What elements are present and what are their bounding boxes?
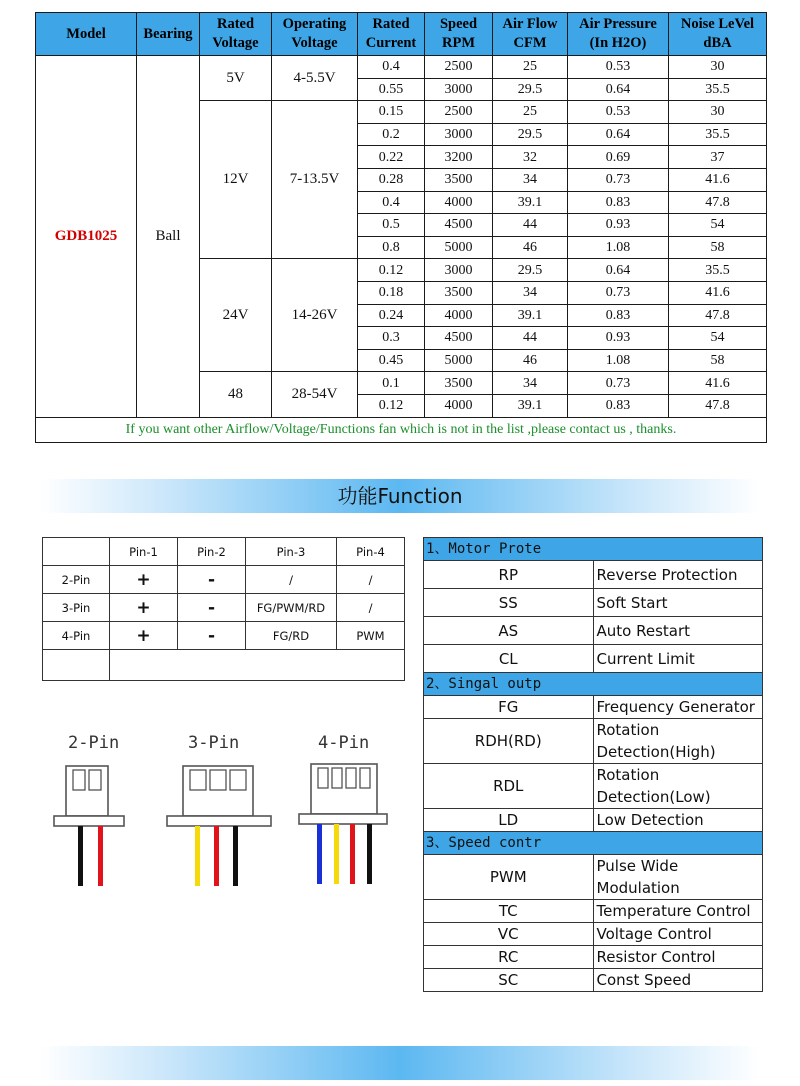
function-description: Voltage Control xyxy=(593,923,763,946)
pin-row xyxy=(43,650,405,681)
rated-current-cell: 0.5 xyxy=(358,214,425,237)
function-code: FG xyxy=(424,696,594,719)
airflow-cell: 44 xyxy=(493,214,568,237)
connector-wire xyxy=(233,826,238,886)
spec-note: If you want other Airflow/Voltage/Functions fan which is not in the list ,please contact us , thanks. xyxy=(36,417,767,442)
spec-note-row xyxy=(36,417,767,442)
connector-wire xyxy=(214,826,219,886)
speed-cell: 4000 xyxy=(425,394,493,417)
spec-header-text: Operating xyxy=(282,16,347,32)
connector-label-2pin: 2-Pin xyxy=(68,733,120,753)
rated-current-cell: 0.28 xyxy=(358,168,425,191)
speed-cell: 3000 xyxy=(425,123,493,146)
connector-housing xyxy=(66,766,108,816)
connector-wire xyxy=(334,824,339,884)
speed-cell: 4000 xyxy=(425,304,493,327)
function-section-row xyxy=(424,538,763,561)
connector-slot xyxy=(89,770,101,790)
pin-cell: - xyxy=(178,594,246,622)
rated-current-cell: 0.22 xyxy=(358,146,425,169)
air-pressure-cell: 0.64 xyxy=(568,123,669,146)
air-pressure-cell: 0.73 xyxy=(568,168,669,191)
pin-cell: PWM xyxy=(337,622,405,650)
noise-cell: 54 xyxy=(669,214,767,237)
air-pressure-cell: 0.93 xyxy=(568,327,669,350)
spec-header-cell xyxy=(272,13,358,56)
spec-header-cell xyxy=(200,13,272,56)
airflow-cell: 32 xyxy=(493,146,568,169)
spec-header-text: (In H2O) xyxy=(589,35,647,51)
pin-row xyxy=(43,622,405,650)
spec-header-text: Bearing xyxy=(143,25,193,42)
function-description: Low Detection xyxy=(593,809,763,832)
pin-cell xyxy=(110,650,405,681)
connector-slot xyxy=(230,770,246,790)
function-code: PWM xyxy=(424,855,594,900)
pin-header-cell: Pin-4 xyxy=(337,538,405,566)
spec-header-text: Rated xyxy=(216,16,255,32)
pin-cell: / xyxy=(337,594,405,622)
speed-cell: 2500 xyxy=(425,56,493,79)
spec-header-cell xyxy=(137,13,200,56)
rated-current-cell: 0.8 xyxy=(358,236,425,259)
rated-voltage-cell: 48 xyxy=(200,372,272,417)
function-banner-title: 功能Function xyxy=(337,484,463,508)
airflow-cell: 29.5 xyxy=(493,259,568,282)
function-row xyxy=(424,645,763,673)
function-row xyxy=(424,809,763,832)
function-description: Rotation Detection(High) xyxy=(593,719,763,764)
noise-cell: 35.5 xyxy=(669,259,767,282)
airflow-cell: 39.1 xyxy=(493,304,568,327)
fan-spec-table xyxy=(35,12,767,443)
function-banner xyxy=(40,479,760,513)
noise-cell: 47.8 xyxy=(669,394,767,417)
connector-wire xyxy=(317,824,322,884)
air-pressure-cell: 1.08 xyxy=(568,349,669,372)
speed-cell: 5000 xyxy=(425,349,493,372)
pin-cell: 3-Pin xyxy=(43,594,110,622)
pin-cell: + xyxy=(110,594,178,622)
function-table xyxy=(423,537,763,992)
airflow-cell: 25 xyxy=(493,101,568,124)
spec-header-text: Noise LeVel xyxy=(680,16,755,32)
function-code: AS xyxy=(424,617,594,645)
pin-cell: 4-Pin xyxy=(43,622,110,650)
airflow-cell: 34 xyxy=(493,281,568,304)
air-pressure-cell: 0.64 xyxy=(568,259,669,282)
connector-plate xyxy=(299,814,387,824)
airflow-cell: 39.1 xyxy=(493,394,568,417)
function-row xyxy=(424,719,763,764)
spec-header-text: Air Pressure xyxy=(579,16,657,32)
function-code: RDH(RD) xyxy=(424,719,594,764)
noise-cell: 35.5 xyxy=(669,123,767,146)
model-cell: GDB1025 xyxy=(36,56,137,418)
function-code: VC xyxy=(424,923,594,946)
spec-header-text: Speed xyxy=(439,16,478,32)
pin-header-cell: Pin-2 xyxy=(178,538,246,566)
rated-current-cell: 0.24 xyxy=(358,304,425,327)
airflow-cell: 39.1 xyxy=(493,191,568,214)
pin-cell: 2-Pin xyxy=(43,566,110,594)
pin-cell: FG/RD xyxy=(246,622,337,650)
rated-current-cell: 0.18 xyxy=(358,281,425,304)
rated-current-cell: 0.55 xyxy=(358,78,425,101)
rated-current-cell: 0.1 xyxy=(358,372,425,395)
spec-header-text: Current xyxy=(365,35,417,51)
spec-header-cell xyxy=(425,13,493,56)
spec-header-row xyxy=(36,13,767,56)
connector-plate xyxy=(167,816,271,826)
air-pressure-cell: 0.69 xyxy=(568,146,669,169)
connector-wire xyxy=(195,826,200,886)
pin-row xyxy=(43,566,405,594)
spec-header-cell xyxy=(493,13,568,56)
rated-voltage-cell: 24V xyxy=(200,259,272,372)
function-description: Resistor Control xyxy=(593,946,763,969)
connector-slot xyxy=(332,768,342,788)
function-code: TC xyxy=(424,900,594,923)
speed-cell: 5000 xyxy=(425,236,493,259)
bearing-cell: Ball xyxy=(137,56,200,418)
rated-current-cell: 0.12 xyxy=(358,259,425,282)
connector-slot xyxy=(73,770,85,790)
rated-current-cell: 0.2 xyxy=(358,123,425,146)
speed-cell: 3500 xyxy=(425,168,493,191)
spec-header-cell xyxy=(36,13,137,56)
pin-row xyxy=(43,594,405,622)
function-row xyxy=(424,617,763,645)
airflow-cell: 44 xyxy=(493,327,568,350)
pin-table xyxy=(42,537,405,681)
operating-voltage-cell: 7-13.5V xyxy=(272,101,358,259)
air-pressure-cell: 0.93 xyxy=(568,214,669,237)
rated-current-cell: 0.12 xyxy=(358,394,425,417)
connector-wire xyxy=(367,824,372,884)
function-description: Frequency Generator xyxy=(593,696,763,719)
speed-cell: 3500 xyxy=(425,281,493,304)
function-row xyxy=(424,696,763,719)
speed-cell: 3500 xyxy=(425,372,493,395)
air-pressure-cell: 0.64 xyxy=(568,78,669,101)
spec-header-cell xyxy=(568,13,669,56)
pin-header-cell: Pin-1 xyxy=(110,538,178,566)
function-description: Const Speed xyxy=(593,969,763,992)
airflow-cell: 29.5 xyxy=(493,123,568,146)
pin-header-row xyxy=(43,538,405,566)
air-pressure-cell: 1.08 xyxy=(568,236,669,259)
noise-cell: 47.8 xyxy=(669,191,767,214)
pin-cell: / xyxy=(246,566,337,594)
function-description: Rotation Detection(Low) xyxy=(593,764,763,809)
function-code: LD xyxy=(424,809,594,832)
rated-voltage-cell: 12V xyxy=(200,101,272,259)
rated-current-cell: 0.3 xyxy=(358,327,425,350)
speed-cell: 4500 xyxy=(425,214,493,237)
function-row xyxy=(424,589,763,617)
operating-voltage-cell: 28-54V xyxy=(272,372,358,417)
pin-cell: - xyxy=(178,622,246,650)
connector-wire xyxy=(98,826,103,886)
pin-cell: / xyxy=(337,566,405,594)
rated-voltage-cell: 5V xyxy=(200,56,272,101)
function-row xyxy=(424,923,763,946)
operating-voltage-cell: 4-5.5V xyxy=(272,56,358,101)
noise-cell: 35.5 xyxy=(669,78,767,101)
noise-cell: 47.8 xyxy=(669,304,767,327)
airflow-cell: 46 xyxy=(493,349,568,372)
function-row xyxy=(424,855,763,900)
function-code: CL xyxy=(424,645,594,673)
function-description: Auto Restart xyxy=(593,617,763,645)
pin-cell xyxy=(43,650,110,681)
rated-current-cell: 0.4 xyxy=(358,56,425,79)
speed-cell: 3000 xyxy=(425,259,493,282)
function-row xyxy=(424,969,763,992)
rated-current-cell: 0.15 xyxy=(358,101,425,124)
connector-slot xyxy=(346,768,356,788)
function-code: RDL xyxy=(424,764,594,809)
function-code: SS xyxy=(424,589,594,617)
spec-header-text: dBA xyxy=(703,35,732,51)
function-description: Current Limit xyxy=(593,645,763,673)
connector-slot xyxy=(190,770,206,790)
speed-cell: 4000 xyxy=(425,191,493,214)
rated-current-cell: 0.4 xyxy=(358,191,425,214)
airflow-cell: 29.5 xyxy=(493,78,568,101)
rated-current-cell: 0.45 xyxy=(358,349,425,372)
pin-cell: + xyxy=(110,566,178,594)
spec-header-text: Voltage xyxy=(212,35,259,51)
connector-wire xyxy=(78,826,83,886)
pin-cell: - xyxy=(178,566,246,594)
spec-header-cell xyxy=(669,13,767,56)
function-row xyxy=(424,900,763,923)
spec-header-text: Voltage xyxy=(291,35,338,51)
connector-slot xyxy=(210,770,226,790)
speed-cell: 2500 xyxy=(425,101,493,124)
spec-body xyxy=(36,56,767,443)
function-section-row xyxy=(424,673,763,696)
function-section-title: 3、Speed contr xyxy=(424,832,763,855)
airflow-cell: 34 xyxy=(493,168,568,191)
bottom-banner xyxy=(40,1046,760,1080)
function-code: RC xyxy=(424,946,594,969)
air-pressure-cell: 0.73 xyxy=(568,281,669,304)
connector-slot xyxy=(360,768,370,788)
noise-cell: 30 xyxy=(669,101,767,124)
noise-cell: 30 xyxy=(669,56,767,79)
noise-cell: 41.6 xyxy=(669,168,767,191)
function-row xyxy=(424,764,763,809)
function-description: Temperature Control xyxy=(593,900,763,923)
air-pressure-cell: 0.53 xyxy=(568,101,669,124)
pin-header-cell xyxy=(43,538,110,566)
spec-header-text: CFM xyxy=(513,35,547,51)
noise-cell: 54 xyxy=(669,327,767,350)
operating-voltage-cell: 14-26V xyxy=(272,259,358,372)
airflow-cell: 46 xyxy=(493,236,568,259)
pin-cell: FG/PWM/RD xyxy=(246,594,337,622)
function-section-title: 2、Singal outp xyxy=(424,673,763,696)
connector-label-3pin: 3-Pin xyxy=(188,733,240,753)
function-description: Pulse Wide Modulation xyxy=(593,855,763,900)
connector-slot xyxy=(318,768,328,788)
connector-plate xyxy=(54,816,124,826)
connector-wire xyxy=(350,824,355,884)
air-pressure-cell: 0.83 xyxy=(568,394,669,417)
connector-label-4pin: 4-Pin xyxy=(318,733,370,753)
airflow-cell: 25 xyxy=(493,56,568,79)
pin-header-cell: Pin-3 xyxy=(246,538,337,566)
function-row xyxy=(424,946,763,969)
speed-cell: 3000 xyxy=(425,78,493,101)
air-pressure-cell: 0.73 xyxy=(568,372,669,395)
spec-header-text: Model xyxy=(66,25,106,42)
function-code: RP xyxy=(424,561,594,589)
noise-cell: 41.6 xyxy=(669,281,767,304)
connector-2pin-diagram xyxy=(52,760,132,890)
function-section-title: 1、Motor Prote xyxy=(424,538,763,561)
pin-cell: + xyxy=(110,622,178,650)
spec-row xyxy=(36,56,767,79)
function-description: Reverse Protection xyxy=(593,561,763,589)
spec-header-text: Rated xyxy=(372,16,410,32)
function-description: Soft Start xyxy=(593,589,763,617)
connector-3pin-diagram xyxy=(165,760,275,890)
air-pressure-cell: 0.83 xyxy=(568,191,669,214)
spec-header-text: Air Flow xyxy=(502,16,558,32)
spec-header-cell xyxy=(358,13,425,56)
function-row xyxy=(424,561,763,589)
connector-4pin-diagram xyxy=(297,758,392,890)
spec-header-text: RPM xyxy=(441,35,475,51)
noise-cell: 41.6 xyxy=(669,372,767,395)
air-pressure-cell: 0.83 xyxy=(568,304,669,327)
noise-cell: 58 xyxy=(669,349,767,372)
noise-cell: 37 xyxy=(669,146,767,169)
airflow-cell: 34 xyxy=(493,372,568,395)
function-code: SC xyxy=(424,969,594,992)
function-section-row xyxy=(424,832,763,855)
noise-cell: 58 xyxy=(669,236,767,259)
air-pressure-cell: 0.53 xyxy=(568,56,669,79)
speed-cell: 4500 xyxy=(425,327,493,350)
speed-cell: 3200 xyxy=(425,146,493,169)
